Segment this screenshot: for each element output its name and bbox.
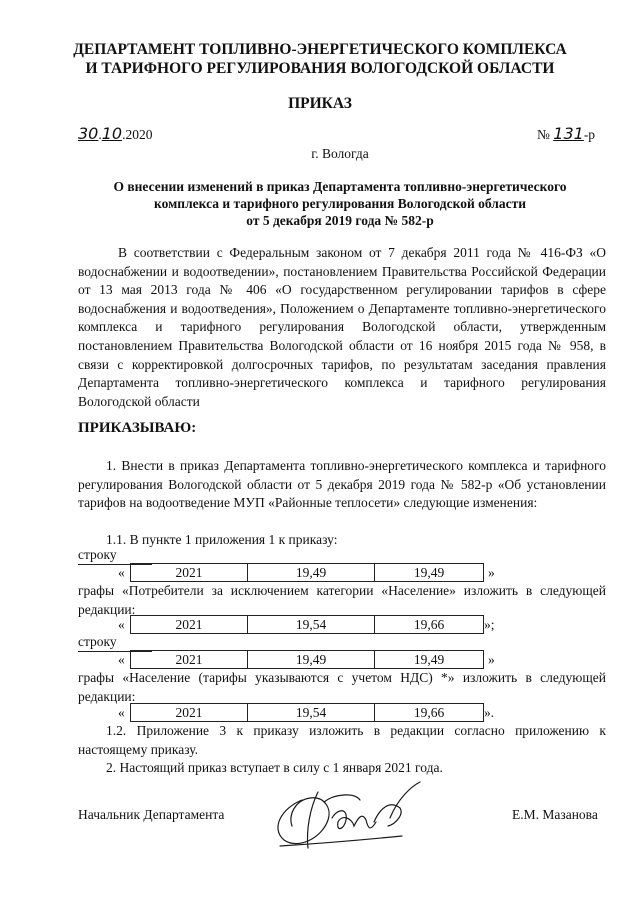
quote-open: «: [118, 617, 125, 632]
date-month: 10: [101, 124, 123, 143]
quote-close: »: [488, 565, 495, 580]
quote-close-period: ».: [484, 705, 495, 720]
label-stroku-2: строку: [78, 633, 152, 652]
title-line3: от 5 декабря 2019 года № 582-р: [246, 213, 434, 228]
cell-value: 19,49: [247, 650, 375, 669]
number-suffix: -р: [583, 127, 596, 142]
cell-year: 2021: [130, 703, 248, 722]
department-name-line2: И ТАРИФНОГО РЕГУЛИРОВАНИЯ ВОЛОГОДСКОЙ ОБЛАСТИ: [85, 60, 555, 77]
cell-value: 19,54: [247, 703, 375, 722]
item-1-1: 1.1. В пункте 1 приложения 1 к приказу:: [106, 532, 338, 547]
title-line2: комплекса и тарифного регулирования Вологодской области: [154, 196, 526, 211]
date-year: .2020: [122, 127, 153, 142]
date-day: 30: [78, 124, 99, 143]
cell-value: 19,66: [374, 703, 484, 722]
number-value: 131: [553, 124, 584, 143]
document-type: ПРИКАЗ: [288, 95, 352, 112]
department-name-line1: ДЕПАРТАМЕНТ ТОПЛИВНО-ЭНЕРГЕТИЧЕСКОГО КОМПЛЕКСА: [73, 41, 567, 58]
item-1-2: 1.2. Приложение 3 к приказу изложить в редакции согласно приложению к настоящему приказу.: [78, 723, 606, 757]
cell-value: 19,49: [247, 563, 375, 582]
cell-year: 2021: [130, 615, 248, 634]
item-2: 2. Настоящий приказ вступает в силу с 1 января 2021 года.: [106, 760, 443, 775]
graph-2-text: графы «Население (тарифы указываются с учетом НДС) *» изложить в следующей редакции:: [78, 670, 606, 704]
order-directive: ПРИКАЗЫВАЮ:: [78, 420, 197, 436]
label-stroku-1: строку: [78, 546, 152, 565]
cell-year: 2021: [130, 563, 248, 582]
quote-close-semicolon: »;: [484, 617, 495, 632]
graph-1-text: графы «Потребители за исключением категории «Население» изложить в следующей редакции:: [78, 583, 606, 617]
order-number: [537, 124, 595, 145]
number-sign: №: [537, 127, 550, 142]
cell-value: 19,49: [374, 650, 484, 669]
table-row-2: [118, 615, 498, 634]
cell-year: 2021: [130, 650, 248, 669]
signer-position: Начальник Департамента: [78, 807, 225, 822]
quote-open: «: [118, 705, 125, 720]
signer-name: Е.М. Мазанова: [512, 807, 598, 822]
quote-close: »: [488, 652, 495, 667]
quote-open: «: [118, 652, 125, 667]
table-row-1: [118, 563, 495, 582]
cell-value: 19,54: [247, 615, 375, 634]
table-row-4: [118, 703, 498, 722]
city: г. Вологда: [311, 146, 369, 161]
cell-value: 19,49: [374, 563, 484, 582]
preamble-paragraph: В соответствии с Федеральным законом от 7 декабря 2011 года № 416-ФЗ «О водоснабжении и водоотведении», постановлением Правительства Российской Федерации от 13 мая 2013 года № 406 «О государственном регулировании тарифов в сфере водоснабжения и водоотведения», Положением о Департаменте топливно-энергетического комплекса и тарифного регулирования Вологодской области, утвержденным постановлением Правительства Вологодской области от 16 ноября 2015 года № 958, в связи с корректировкой долгосрочных тарифов, по результатам заседания правления Департамента топливно-энергетического комплекса и тарифного регулирования Вологодской области: [78, 245, 606, 409]
item-1: 1. Внести в приказ Департамента топливно-энергетического комплекса и тарифного регулирования Вологодской области от 5 декабря 2019 года № 582-р «Об установлении тарифов на водоотведение МУП «Районные теплосети» следующие изменения:: [78, 458, 606, 511]
table-row-3: [118, 650, 495, 669]
order-title: [0, 178, 640, 229]
cell-value: 19,66: [374, 615, 484, 634]
handwritten-signature: [262, 778, 432, 858]
quote-open: «: [118, 565, 125, 580]
title-line1: О внесении изменений в приказ Департамента топливно-энергетического: [113, 179, 567, 194]
order-date: 30.10.2020: [78, 124, 153, 143]
